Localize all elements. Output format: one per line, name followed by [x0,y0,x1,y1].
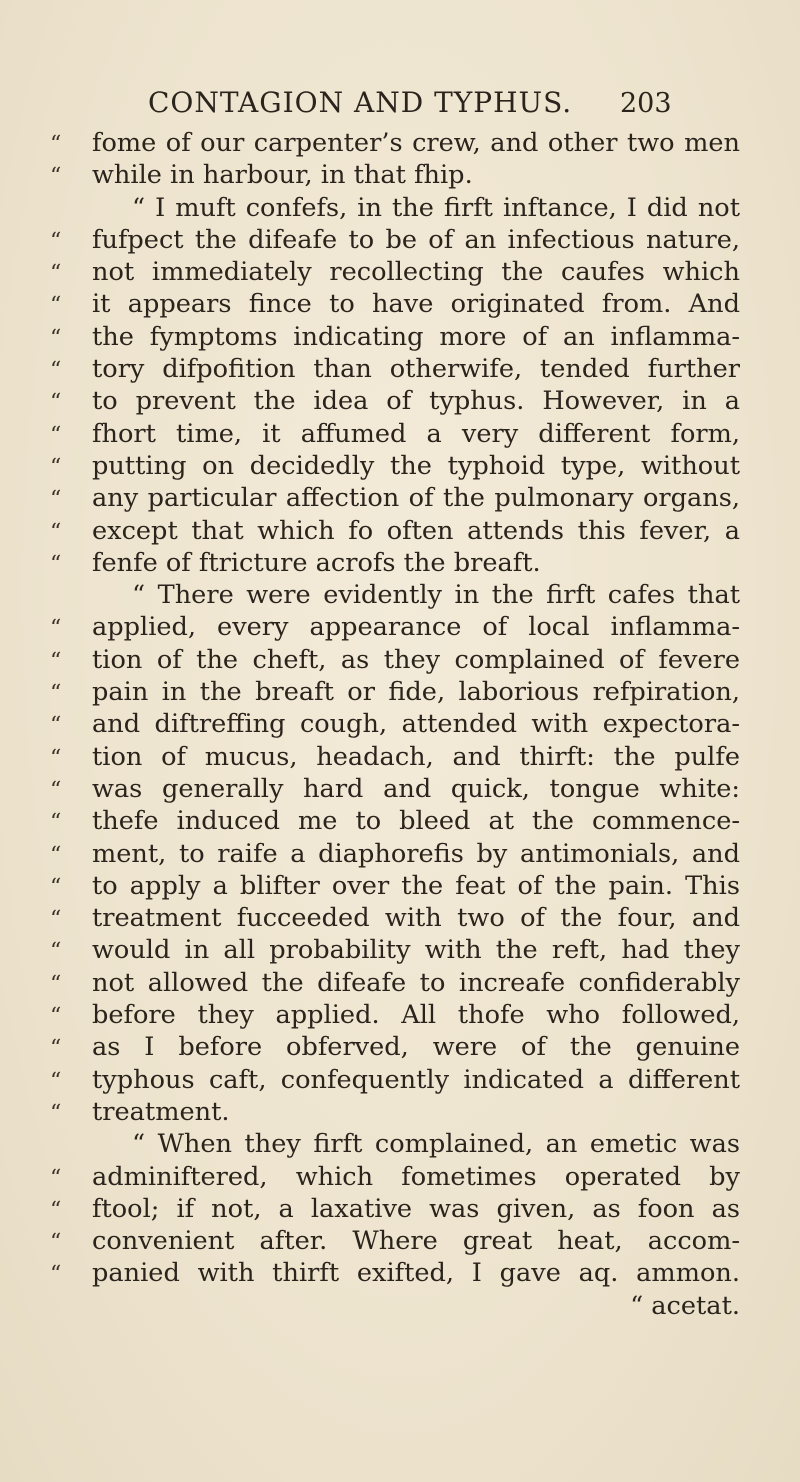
text-line [50,1161,740,1193]
text-line [50,385,740,417]
line-text: typhous caft, confequently indicated a different [92,1064,740,1095]
quote-mark: “ [50,358,62,384]
quote-mark: “ [50,1068,62,1094]
line-text: convenient after. Where great heat, accom- [92,1226,740,1257]
text-line [50,773,740,805]
text-line [50,644,740,676]
line-text: fome of our carpenter’s crew, and other two men [92,128,740,158]
line-text: to prevent the idea of typhus. However, in a [92,386,740,417]
line-text: adminiftered, which fometimes operated by [92,1161,740,1192]
line-text: putting on decidedly the typhoid type, without [92,450,740,481]
text-line [50,192,740,224]
quote-mark: “ [50,1230,62,1256]
text-line [50,708,740,740]
line-text: “ There were evidently in the firft cafes that [132,580,740,611]
text-line [50,1031,740,1063]
line-text: to apply a blifter over the feat of the pain. This [92,870,740,901]
text-line [50,934,740,966]
line-text: except that which fo often attends this fever, a [92,515,740,546]
text-line [50,1096,740,1128]
quote-mark: “ [50,616,62,642]
line-text: “ I muft confefs, in the firft inftance, I did not [132,192,740,223]
quote-mark: “ [50,745,62,771]
quote-mark: “ [50,681,62,707]
line-text: it appears fince to have originated from. And [92,289,740,320]
quote-mark: “ [50,293,62,319]
line-text: fufpect the difeafe to be of an infectious nature, [92,224,740,255]
catchword: “ acetat. [630,1290,740,1321]
quote-mark: “ [50,971,62,997]
line-text: as I before obferved, were of the genuine [92,1032,740,1063]
text-line [50,353,740,385]
line-text: pain in the breaft or fide, laborious refpiration, [92,677,740,708]
text-line [50,676,740,708]
line-text: “ When they firft complained, an emetic was [132,1129,740,1160]
body-text [50,127,740,1322]
text-line [50,224,740,256]
quote-mark: “ [50,487,62,513]
text-line [50,1128,740,1160]
quote-mark: “ [50,939,62,965]
quote-mark: “ [50,648,62,674]
quote-mark: “ [50,325,62,351]
line-text: ment, to raife a diaphorefis by antimonials, and [92,838,740,869]
quote-mark: “ [50,1197,62,1223]
quote-mark: “ [50,842,62,868]
quote-mark: “ [50,874,62,900]
text-line [50,482,740,514]
text-line [50,1064,740,1096]
catchword-line [50,1290,740,1322]
quote-mark: “ [50,228,62,254]
text-line [50,579,740,611]
line-text: thefe induced me to bleed at the commence- [92,806,740,837]
line-text: tory difpofition than otherwife, tended further [92,354,740,385]
quote-mark: “ [50,519,62,545]
text-line [50,321,740,353]
line-text: would in all probability with the reft, had they [92,935,740,966]
quote-mark: “ [50,810,62,836]
line-text: not immediately recollecting the caufes which [92,257,740,288]
quote-mark: “ [50,261,62,287]
text-line [50,256,740,288]
line-text: treatment. [92,1096,230,1127]
page-number: 203 [620,88,672,119]
text-line [50,741,740,773]
line-text: fhort time, it affumed a very different form, [92,418,740,449]
text-line [50,967,740,999]
line-text: treatment fucceeded with two of the four, and [92,903,740,934]
quote-mark: “ [50,1100,62,1126]
quote-mark: “ [50,164,62,190]
text-line [50,159,740,191]
line-text: and diftreffing cough, attended with expectora- [92,709,740,740]
text-line [50,838,740,870]
text-line [50,611,740,643]
quote-mark: “ [50,907,62,933]
quote-mark: “ [50,390,62,416]
quote-mark: “ [50,1004,62,1030]
line-text: fenfe of ftricture acrofs the breaft. [92,547,541,578]
quote-mark: “ [50,132,62,157]
text-line [50,450,740,482]
text-line [50,127,740,159]
text-line [50,288,740,320]
line-text: while in harbour, in that fhip. [92,160,473,191]
line-text: ftool; if not, a laxative was given, as foon as [92,1193,740,1224]
quote-mark: “ [50,1262,62,1288]
line-text: any particular affection of the pulmonary organs, [92,483,740,514]
text-line [50,999,740,1031]
text-line [50,1225,740,1257]
line-text: the fymptoms indicating more of an inflamma- [92,321,740,352]
text-line [50,418,740,450]
running-head: CONTAGION AND TYPHUS. [148,86,573,119]
line-text: not allowed the difeafe to increafe confiderably [92,967,740,998]
quote-mark: “ [50,1036,62,1062]
quote-mark: “ [50,1165,62,1191]
text-line [50,870,740,902]
text-line [50,902,740,934]
text-line [50,1257,740,1289]
quote-mark: “ [50,454,62,480]
line-text: applied, every appearance of local inflamma- [92,612,740,643]
text-line [50,1193,740,1225]
text-line [50,515,740,547]
line-text: tion of the cheft, as they complained of fevere [92,644,740,675]
quote-mark: “ [50,422,62,448]
quote-mark: “ [50,713,62,739]
page-header [0,86,800,126]
line-text: panied with thirft exifted, I gave aq. ammon. [92,1258,740,1289]
quote-mark: “ [50,777,62,803]
text-line [50,547,740,579]
line-text: tion of mucus, headach, and thirft: the pulfe [92,741,740,772]
line-text: before they applied. All thofe who followed, [92,1000,740,1031]
quote-mark: “ [50,551,62,577]
text-line [50,805,740,837]
line-text: was generally hard and quick, tongue white: [92,773,740,804]
